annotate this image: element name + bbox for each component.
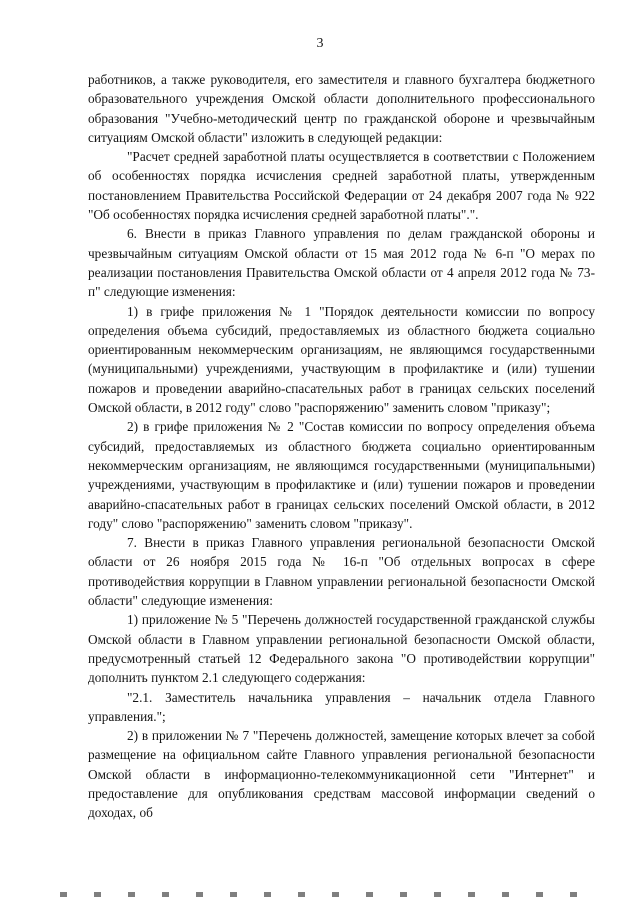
paragraph-6: 7. Внести в приказ Главного управления региональной безопасности Омской области от 26 ноября 2015 года № 16-п "Об отдельных вопросах в сфере противодействия коррупции в Главном управлении региональной безопасности Омской области" следующие изменения:: [88, 535, 595, 609]
paragraph-8: "2.1. Заместитель начальника управления – начальник отдела Главного управления.";: [88, 689, 595, 724]
paragraph-2: "Расчет средней заработной платы осуществляется в соответствии с Положением об особенностях порядка исчисления средней заработной платы, утвержденным постановлением Правительства Российской Федерации от 24 декабря 2007 года № 922 "Об особенностях порядка исчисления средней заработной платы".".: [88, 149, 595, 223]
scan-edge-artifact: [60, 892, 580, 897]
document-body: [88, 70, 595, 823]
paragraph-7: 1) приложение № 5 "Перечень должностей государственной гражданской службы Омской области в Главном управлении региональной безопасности Омской области, предусмотренный статьей 12 Федерального закона "О противодействии коррупции" дополнить пунктом 2.1 следующего содержания:: [88, 612, 595, 686]
page-number: 3: [316, 36, 324, 51]
paragraph-1: работников, а также руководителя, его заместителя и главного бухгалтера бюджетного образовательного учреждения Омской области дополнительного профессионального образования "Учебно-методический центр по гражданской обороне и чрезвычайным ситуациям Омской области" изложить в следующей редакции:: [88, 72, 595, 145]
paragraph-5: 2) в грифе приложения № 2 "Состав комиссии по вопросу определения объема субсидий, предоставляемых из областного бюджета социально ориентированным некоммерческим организациям, не являющимся государственными (муниципальными) учреждениями, участвующим в профилактике и (или) тушении пожаров и проведении аварийно-спасательных работ в границах сельских поселений Омской области, в 2012 году" слово "распоряжению" заменить словом "приказу".: [88, 419, 595, 531]
paragraph-3: 6. Внести в приказ Главного управления по делам гражданской обороны и чрезвычайным ситуациям Омской области от 15 мая 2012 года № 6-п "О мерах по реализации постановления Правительства Омской области от 4 апреля 2012 года № 73-п" следующие изменения:: [88, 226, 595, 300]
paragraph-9: 2) в приложении № 7 "Перечень должностей, замещение которых влечет за собой размещение на официальном сайте Главного управления региональной безопасности Омской области в информационно-телекоммуникационной сети "Интернет" и предоставление для опубликования средствам массовой информации сведений о доходах, об: [88, 728, 595, 821]
paragraph-4: 1) в грифе приложения № 1 "Порядок деятельности комиссии по вопросу определения объема субсидий, предоставляемых из областного бюджета социально ориентированным некоммерческим организациям, не являющимся государственными (муниципальными) учреждениями, участвующим в профилактике и (или) тушении пожаров и проведении аварийно-спасательных работ в границах сельских поселений Омской области, в 2012 году" слово "распоряжению" заменить словом "приказу";: [88, 303, 595, 416]
